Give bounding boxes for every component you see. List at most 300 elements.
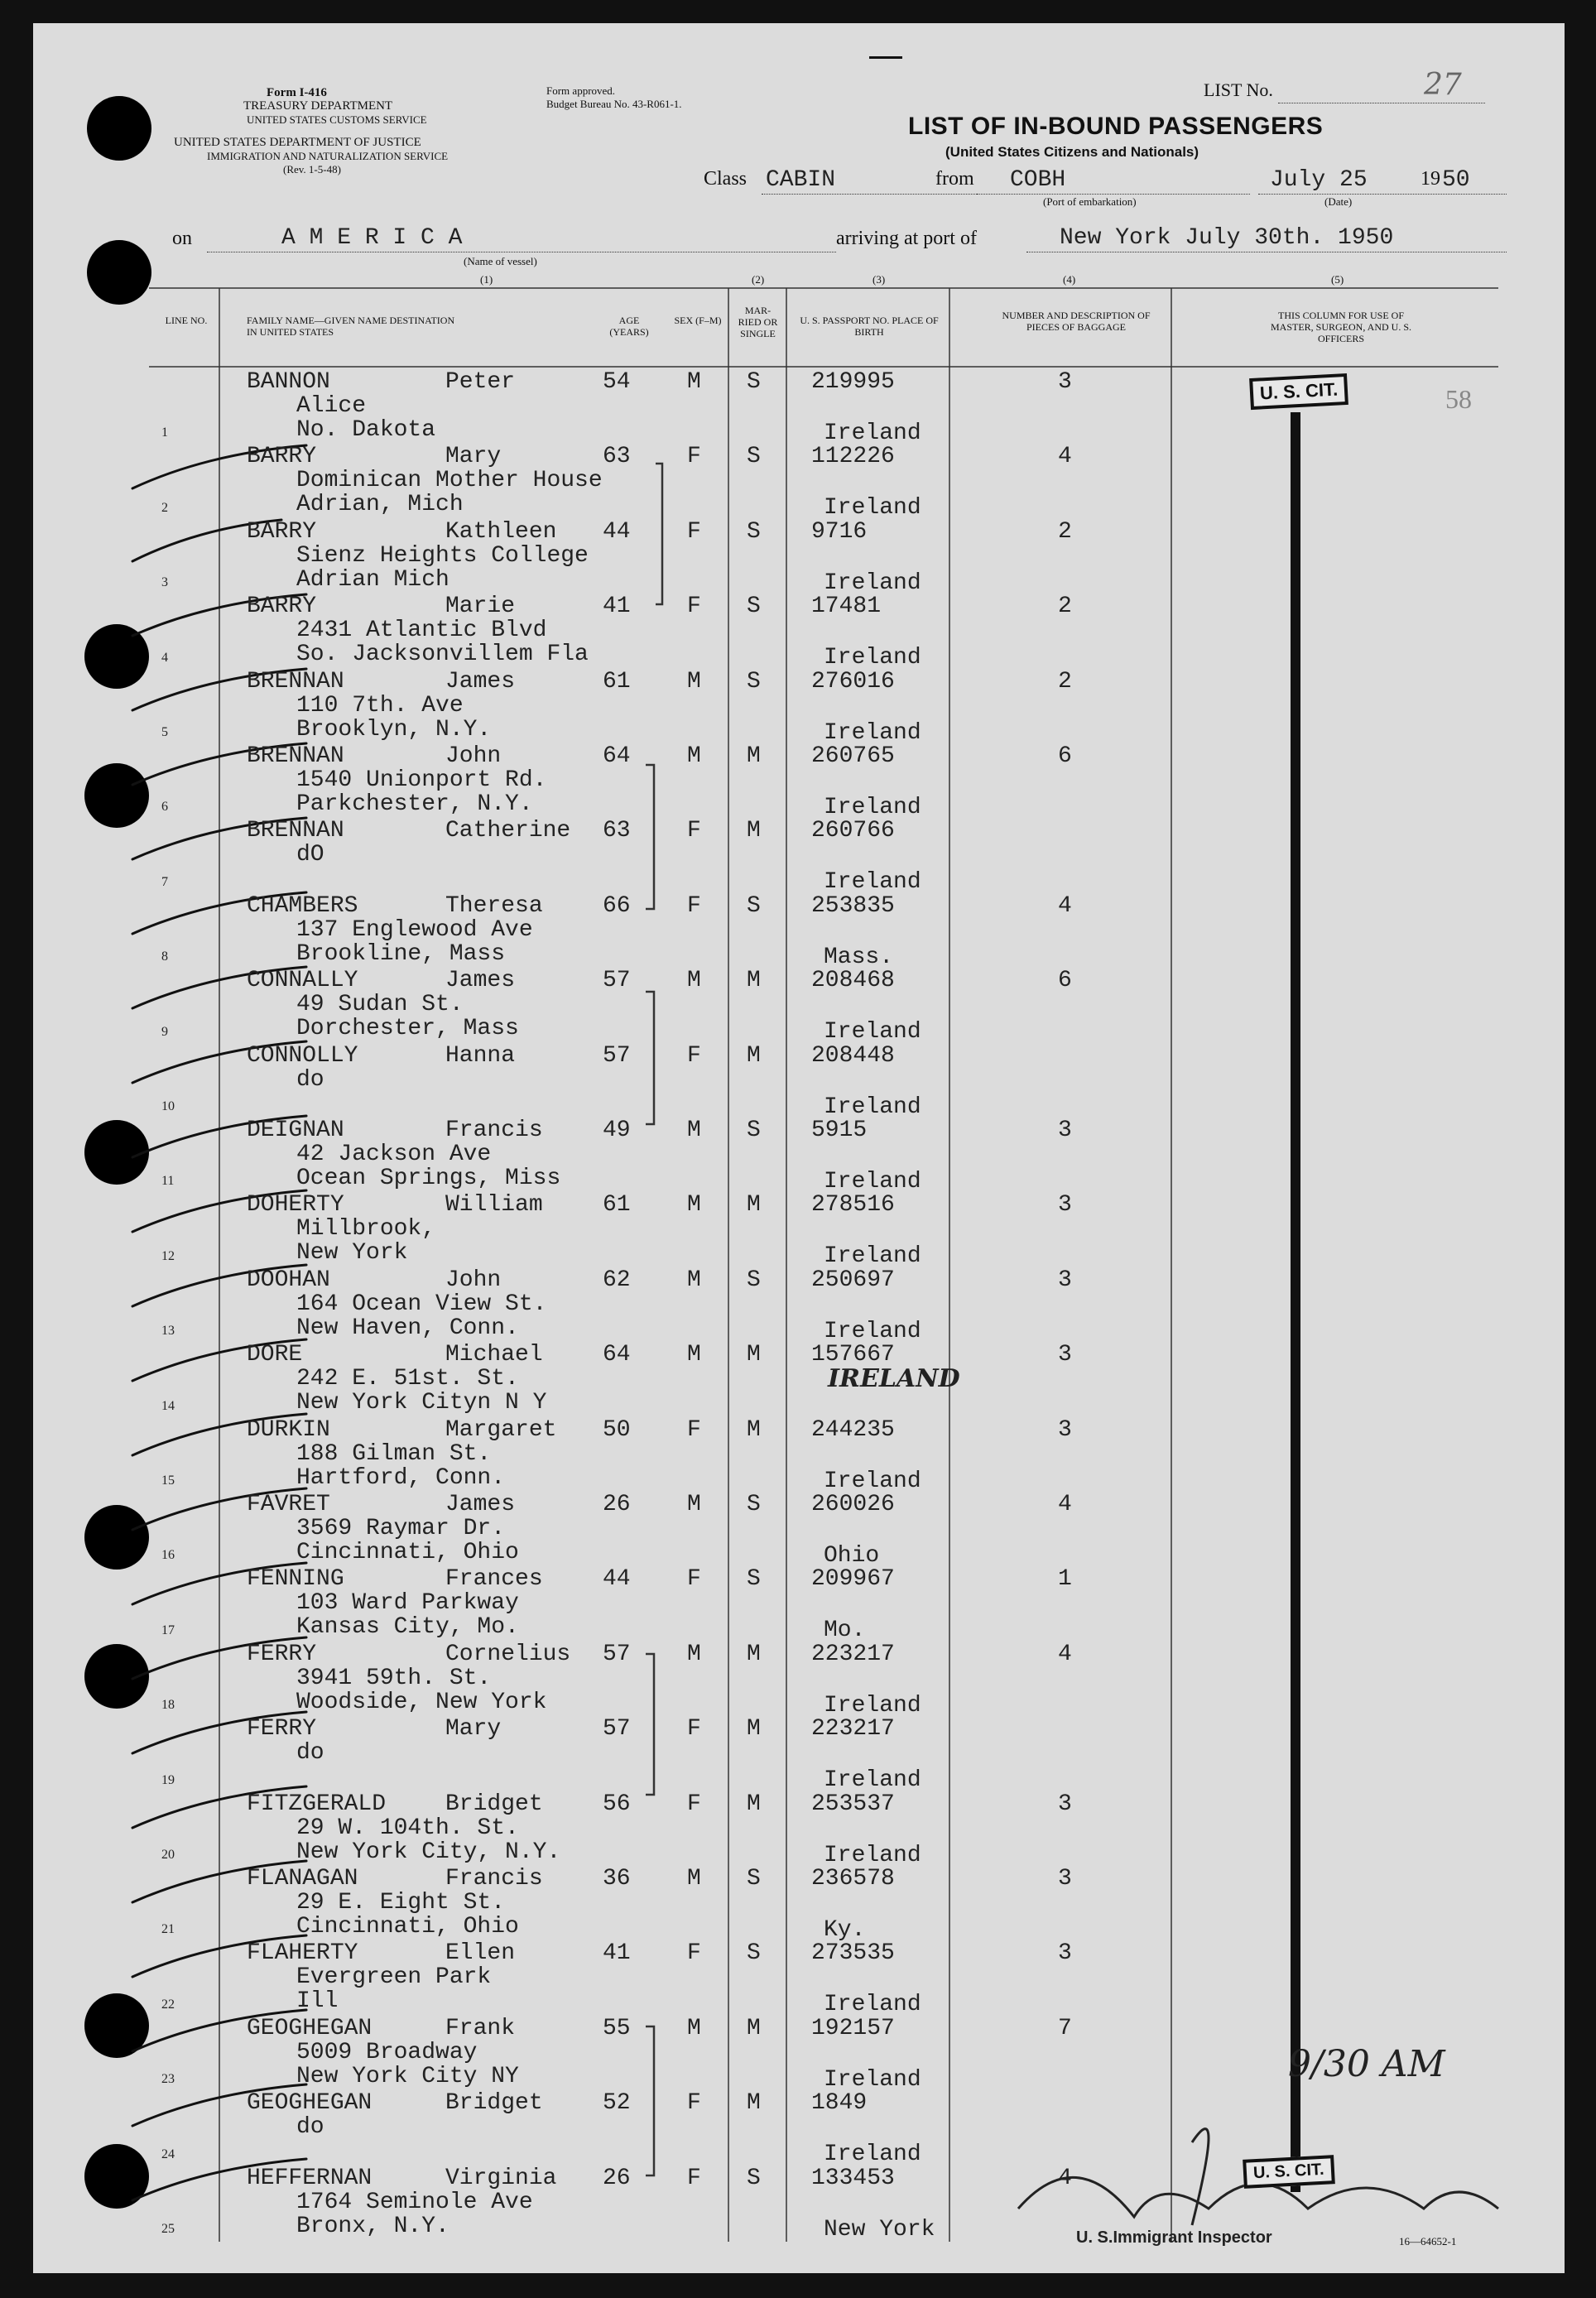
header-officers: THIS COLUMN FOR USE OF MASTER, SURGEON, AND U. S. OFFICERS [1270, 310, 1412, 344]
passport-number: 219995 [811, 369, 895, 395]
marital-status: M [747, 2015, 761, 2041]
age: 49 [603, 1118, 631, 1143]
passport-number: 260765 [811, 743, 895, 769]
address-line-1: dO [296, 842, 324, 868]
marital-status: S [747, 1492, 761, 1517]
given-name: Frances [445, 1566, 543, 1593]
marital-status: S [747, 369, 761, 395]
passport-number: 1849 [811, 2090, 868, 2117]
vessel-caption: (Name of vessel) [464, 255, 537, 267]
marital-status: S [747, 2165, 761, 2191]
address-line-1: 242 E. 51st. St. [296, 1366, 519, 1392]
marital-status: M [747, 1716, 761, 1743]
inspector-label: U. S.Immigrant Inspector [1076, 2228, 1272, 2247]
sex: M [687, 1267, 701, 1293]
customs-service: UNITED STATES CUSTOMS SERVICE [247, 113, 427, 126]
table-row [33, 2090, 1565, 2168]
address-line-1: Alice [296, 393, 367, 419]
marital-status: M [747, 743, 761, 769]
line-number: 10 [161, 1099, 175, 1113]
line-number: 12 [161, 1248, 175, 1263]
baggage-count: 2 [1058, 668, 1072, 695]
surname: BRENNAN [247, 818, 344, 844]
given-name: James [445, 968, 516, 994]
on-label: on [172, 228, 192, 249]
age: 57 [603, 968, 631, 994]
age: 26 [603, 1492, 631, 1517]
address-line-1: 5009 Broadway [296, 2039, 478, 2065]
address-line-2: Hartford, Conn. [296, 1464, 506, 1491]
table-row [33, 1267, 1565, 1342]
given-name: Marie [445, 594, 516, 620]
table-row [33, 1641, 1565, 1719]
address-line-2: Bronx, N.Y. [296, 2213, 449, 2239]
line-number: 17 [161, 1623, 175, 1637]
passport-number: 9716 [811, 518, 868, 545]
line-number: 4 [161, 650, 168, 665]
address-line-1: do [296, 2114, 324, 2141]
class-label: Class [704, 168, 748, 190]
passport-number: 253835 [811, 892, 895, 919]
place-of-birth: Mo. [824, 1618, 866, 1644]
surname: BRENNAN [247, 743, 344, 769]
place-of-birth: Ireland [824, 1842, 921, 1868]
place-of-birth: Ireland [824, 2066, 921, 2093]
col-num-4: (4) [1063, 273, 1076, 286]
given-name: Margaret [445, 1416, 557, 1443]
sex: F [687, 594, 701, 620]
age: 57 [603, 1641, 631, 1667]
sex: F [687, 1791, 701, 1817]
header-name: FAMILY NAME—GIVEN NAME DESTINATION IN UNITED STATES [247, 315, 455, 338]
surname: FERRY [247, 1641, 317, 1667]
table-row [33, 1342, 1565, 1416]
marital-status: M [747, 1791, 761, 1817]
place-of-birth: Ireland [824, 1094, 921, 1120]
place-of-birth: Ireland [824, 719, 921, 746]
surname: DORE [247, 1342, 303, 1368]
surname: FAVRET [247, 1492, 330, 1517]
surname: DEIGNAN [247, 1118, 344, 1143]
age: 44 [603, 1566, 631, 1593]
sex: M [687, 1342, 701, 1368]
marital-status: M [747, 1641, 761, 1667]
table-row [33, 668, 1565, 746]
table-row [33, 1492, 1565, 1569]
sex: F [687, 518, 701, 545]
given-name: James [445, 1492, 516, 1517]
passport-number: 17481 [811, 594, 882, 620]
col-num-1: (1) [480, 273, 493, 286]
given-name: Ellen [445, 1940, 516, 1967]
port-caption: (Port of embarkation) [1043, 195, 1137, 208]
marital-status: S [747, 892, 761, 919]
address-line-2: Brooklyn, N.Y. [296, 716, 492, 743]
given-name: Mary [445, 1716, 502, 1743]
table-row [33, 1192, 1565, 1270]
sex: M [687, 1641, 701, 1667]
header-sex: SEX (F–M) [674, 315, 722, 326]
table-row [33, 968, 1565, 1046]
baggage-count: 3 [1058, 1866, 1072, 1892]
address-line-1: 137 Englewood Ave [296, 916, 533, 943]
place-of-birth: Ireland [824, 1767, 921, 1794]
line-number: 8 [161, 949, 168, 964]
surname: FLAHERTY [247, 1940, 358, 1967]
line-number: 14 [161, 1398, 175, 1413]
given-name: John [445, 1267, 502, 1293]
line-number: 19 [161, 1772, 175, 1787]
sex: F [687, 1416, 701, 1443]
baggage-count: 3 [1058, 1267, 1072, 1293]
sex: F [687, 1566, 701, 1593]
address-line-2: Dorchester, Mass [296, 1016, 519, 1042]
age: 61 [603, 668, 631, 695]
sex: M [687, 369, 701, 395]
line-number: 3 [161, 575, 168, 590]
address-line-1: 188 Gilman St. [296, 1440, 492, 1467]
passport-number: 208448 [811, 1042, 895, 1069]
marital-status: M [747, 1192, 761, 1219]
address-line-2: New York Cityn N Y [296, 1390, 547, 1416]
baggage-count: 3 [1058, 1342, 1072, 1368]
given-name: William [445, 1192, 543, 1219]
sex: F [687, 1716, 701, 1743]
given-name: Kathleen [445, 518, 557, 545]
address-line-1: 103 Ward Parkway [296, 1590, 519, 1617]
passport-number: 236578 [811, 1866, 895, 1892]
form-approved: Form approved. [546, 84, 616, 97]
surname: BARRY [247, 444, 317, 470]
place-of-birth: Ireland [824, 869, 921, 896]
address-line-2: New York [296, 1240, 408, 1267]
sex: M [687, 1492, 701, 1517]
year-value: 50 [1442, 167, 1470, 193]
revision: (Rev. 1-5-48) [283, 163, 341, 175]
passport-number: 276016 [811, 668, 895, 695]
surname: BARRY [247, 518, 317, 545]
sex: F [687, 2165, 701, 2191]
col-num-3: (3) [873, 273, 886, 286]
surname: CHAMBERS [247, 892, 358, 919]
line-number: 16 [161, 1548, 175, 1563]
port-of-embarkation: COBH [1010, 167, 1066, 193]
given-name: John [445, 743, 502, 769]
address-line-1: 42 Jackson Ave [296, 1142, 492, 1167]
address-line-1: 164 Ocean View St. [296, 1291, 547, 1317]
header-married: MAR- RIED OR SINGLE [738, 305, 778, 339]
surname: BANNON [247, 369, 330, 395]
passport-number: 253537 [811, 1791, 895, 1817]
marital-status: S [747, 444, 761, 470]
age: 44 [603, 518, 631, 545]
us-citizen-stamp: U. S. CIT. [1249, 373, 1348, 410]
table-row [33, 1866, 1565, 1943]
age: 26 [603, 2165, 631, 2191]
address-line-2: Kansas City, Mo. [296, 1614, 519, 1641]
baggage-count: 3 [1058, 1940, 1072, 1967]
address-line-2: New Haven, Conn. [296, 1315, 519, 1341]
sex: F [687, 892, 701, 919]
address-line-2: No. Dakota [296, 417, 436, 443]
age: 61 [603, 1192, 631, 1219]
place-of-birth: Ireland [824, 1169, 921, 1195]
surname: BRENNAN [247, 668, 344, 695]
given-name: Catherine [445, 818, 571, 844]
baggage-count: 3 [1058, 1192, 1072, 1219]
surname: DOOHAN [247, 1267, 330, 1293]
line-number: 21 [161, 1922, 175, 1937]
header-baggage: NUMBER AND DESCRIPTION OF PIECES OF BAGGAGE [1002, 310, 1151, 333]
baggage-count: 4 [1058, 1492, 1072, 1517]
given-name: Theresa [445, 892, 543, 919]
page-title: LIST OF IN-BOUND PASSENGERS [908, 113, 1324, 140]
class-value: CABIN [766, 167, 836, 193]
baggage-count: 4 [1058, 892, 1072, 919]
sex: M [687, 743, 701, 769]
line-number: 5 [161, 724, 168, 739]
address-line-1: 1540 Unionport Rd. [296, 767, 547, 793]
vessel-name: A M E R I C A [281, 225, 463, 251]
us-citizen-stamp-bottom: U. S. CIT. [1243, 2155, 1334, 2189]
address-line-2: Brookline, Mass [296, 940, 506, 967]
marital-status: S [747, 594, 761, 620]
baggage-count: 4 [1058, 1641, 1072, 1667]
address-line-2: Cincinnati, Ohio [296, 1914, 519, 1940]
header-passport: U. S. PASSPORT NO. PLACE OF BIRTH [800, 315, 939, 338]
arriving-label: arriving at port of [836, 228, 977, 249]
address-line-1: do [296, 1066, 324, 1093]
col-num-2: (2) [752, 273, 765, 286]
age: 63 [603, 818, 631, 844]
marital-status: S [747, 1866, 761, 1892]
baggage-count: 6 [1058, 743, 1072, 769]
age: 54 [603, 369, 631, 395]
handwritten-ireland: IRELAND [828, 1364, 960, 1393]
passport-number: 260026 [811, 1492, 895, 1517]
passport-number: 209967 [811, 1566, 895, 1593]
baggage-count: 6 [1058, 968, 1072, 994]
address-line-1: 2431 Atlantic Blvd [296, 618, 547, 644]
table-row [33, 444, 1565, 522]
sex: F [687, 1940, 701, 1967]
line-number: 18 [161, 1698, 175, 1713]
passport-number: 5915 [811, 1118, 868, 1143]
embark-date: July 25 [1270, 167, 1368, 193]
age: 50 [603, 1416, 631, 1443]
marital-status: M [747, 1042, 761, 1069]
list-no-label: LIST No. [1204, 79, 1273, 100]
marital-status: M [747, 1416, 761, 1443]
baggage-count: 4 [1058, 444, 1072, 470]
given-name: James [445, 668, 516, 695]
passport-number: 223217 [811, 1716, 895, 1743]
form-id: Form I-416 [267, 86, 327, 99]
line-number: 6 [161, 800, 168, 815]
surname: HEFFERNAN [247, 2165, 373, 2191]
sex: F [687, 1042, 701, 1069]
address-line-1: 110 7th. Ave [296, 692, 464, 719]
passport-number: 260766 [811, 818, 895, 844]
given-name: Hanna [445, 1042, 516, 1069]
address-line-2: So. Jacksonvillem Fla [296, 642, 589, 668]
table-row [33, 1566, 1565, 1644]
address-line-1: 3941 59th. St. [296, 1665, 492, 1691]
age: 55 [603, 2015, 631, 2041]
marital-status: S [747, 1940, 761, 1967]
table-row [33, 1043, 1565, 1118]
place-of-birth: Ky. [824, 1917, 866, 1943]
surname: FENNING [247, 1566, 344, 1593]
baggage-count: 2 [1058, 594, 1072, 620]
address-line-2: New York City NY [296, 2063, 519, 2089]
baggage-count: 3 [1058, 1416, 1072, 1443]
header-line-no: LINE NO. [165, 315, 208, 326]
age: 57 [603, 1716, 631, 1743]
sex: M [687, 1118, 701, 1143]
age: 56 [603, 1791, 631, 1817]
given-name: Francis [445, 1866, 543, 1892]
marital-status: S [747, 1267, 761, 1293]
line-number: 20 [161, 1847, 175, 1862]
baggage-count: 1 [1058, 1566, 1072, 1593]
marital-status: S [747, 1566, 761, 1593]
side-number: 58 [1445, 384, 1472, 414]
address-line-1: 29 E. Eight St. [296, 1890, 506, 1916]
address-line-2: Adrian, Mich [296, 492, 464, 518]
address-line-1: Millbrook, [296, 1216, 436, 1243]
line-number: 2 [161, 500, 168, 515]
address-line-1: Evergreen Park [296, 1964, 492, 1991]
sex: F [687, 444, 701, 470]
address-line-1: do [296, 1740, 324, 1767]
passport-number: 133453 [811, 2165, 895, 2191]
table-row [33, 1118, 1565, 1195]
table-row [33, 1417, 1565, 1492]
baggage-count: 7 [1058, 2015, 1072, 2041]
given-name: Cornelius [445, 1641, 571, 1667]
line-number: 15 [161, 1473, 175, 1488]
table-row [33, 818, 1565, 896]
address-line-1: 3569 Raymar Dr. [296, 1516, 506, 1541]
address-line-2: Ill [296, 1988, 339, 2015]
table-row [33, 1716, 1565, 1794]
age: 41 [603, 594, 631, 620]
date-caption: (Date) [1324, 195, 1353, 208]
place-of-birth: Ireland [824, 495, 921, 522]
address-line-2: New York City, N.Y. [296, 1839, 561, 1865]
passport-number: 250697 [811, 1267, 895, 1293]
surname: FLANAGAN [247, 1866, 358, 1892]
sex: F [687, 2090, 701, 2117]
surname: FERRY [247, 1716, 317, 1743]
passport-number: 244235 [811, 1416, 895, 1443]
marital-status: S [747, 1118, 761, 1143]
given-name: Francis [445, 1118, 543, 1143]
form-code: 16—64652-1 [1399, 2235, 1457, 2248]
passport-number: 112226 [811, 444, 895, 470]
given-name: Peter [445, 369, 516, 395]
place-of-birth: Ireland [824, 421, 921, 446]
place-of-birth: Mass. [824, 944, 894, 970]
line-number: 11 [161, 1174, 175, 1189]
line-number: 25 [161, 2221, 175, 2236]
marital-status: S [747, 668, 761, 695]
age: 36 [603, 1866, 631, 1892]
list-number: 27 [1424, 68, 1462, 102]
passport-number: 157667 [811, 1342, 895, 1368]
sex: F [687, 818, 701, 844]
place-of-birth: New York [824, 2216, 935, 2243]
sex: M [687, 1192, 701, 1219]
address-line-1: 49 Sudan St. [296, 992, 464, 1018]
justice-dept: UNITED STATES DEPARTMENT OF JUSTICE [174, 136, 421, 149]
sex: M [687, 2015, 701, 2041]
surname: CONNALLY [247, 968, 358, 994]
surname: GEOGHEGAN [247, 2015, 373, 2041]
address-line-2: Parkchester, N.Y. [296, 791, 533, 817]
header-age: AGE (YEARS) [609, 315, 649, 338]
line-number: 24 [161, 2147, 175, 2161]
surname: FITZGERALD [247, 1791, 387, 1817]
line-number: 22 [161, 1997, 175, 2012]
surname: BARRY [247, 594, 317, 620]
table-row [33, 893, 1565, 968]
given-name: Bridget [445, 1791, 543, 1817]
line-number: 1 [161, 425, 168, 440]
surname: DOHERTY [247, 1192, 344, 1219]
table-row [33, 743, 1565, 818]
marital-status: M [747, 2090, 761, 2117]
place-of-birth: Ireland [824, 795, 921, 820]
table-row [33, 1940, 1565, 2018]
from-label: from [935, 168, 974, 190]
line-number: 7 [161, 874, 168, 889]
place-of-birth: Ireland [824, 570, 921, 596]
age: 64 [603, 743, 631, 769]
table-row [33, 594, 1565, 671]
sex: M [687, 1866, 701, 1892]
baggage-count: 2 [1058, 518, 1072, 545]
address-line-2: Ocean Springs, Miss [296, 1166, 561, 1191]
address-line-1: Dominican Mother House [296, 468, 603, 494]
passport-number: 208468 [811, 968, 895, 994]
address-line-1: Sienz Heights College [296, 542, 589, 569]
surname: DURKIN [247, 1416, 330, 1443]
place-of-birth: Ireland [824, 1243, 921, 1270]
age: 64 [603, 1342, 631, 1368]
line-number: 13 [161, 1324, 175, 1339]
passport-number: 273535 [811, 1940, 895, 1967]
place-of-birth: Ireland [824, 645, 921, 671]
given-name: Bridget [445, 2090, 543, 2117]
marital-status: M [747, 1342, 761, 1368]
address-line-2: Cincinnati, Ohio [296, 1540, 519, 1565]
given-name: Frank [445, 2015, 516, 2041]
address-line-2: Woodside, New York [296, 1689, 547, 1715]
marital-status: M [747, 968, 761, 994]
marital-status: S [747, 518, 761, 545]
marital-status: M [747, 818, 761, 844]
place-of-birth: Ireland [824, 1019, 921, 1046]
ins-service: IMMIGRATION AND NATURALIZATION SERVICE [207, 150, 449, 162]
age: 52 [603, 2090, 631, 2117]
sex: M [687, 968, 701, 994]
line-number: 23 [161, 2072, 175, 2087]
surname: GEOGHEGAN [247, 2090, 373, 2117]
given-name: Mary [445, 444, 502, 470]
sex: M [687, 668, 701, 695]
